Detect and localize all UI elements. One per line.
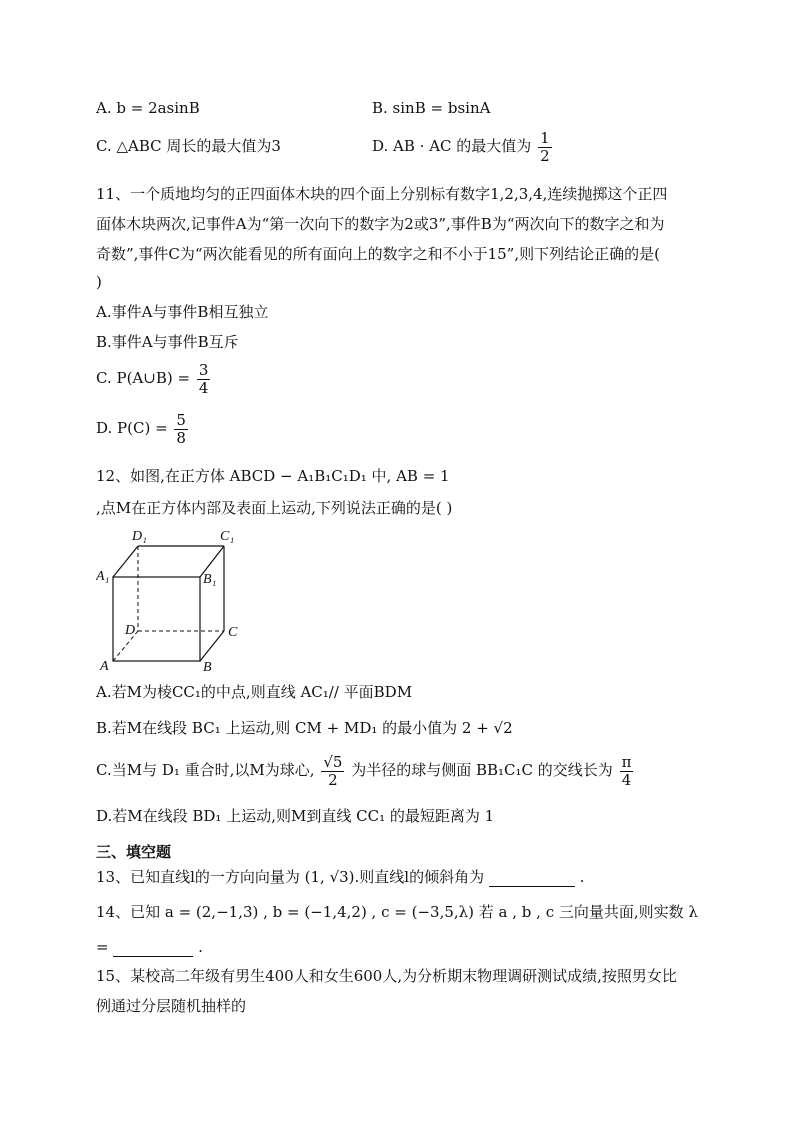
q11-option-d (96, 410, 190, 447)
q11-option-b: B.事件A与事件B互斥 (96, 333, 239, 351)
q11-option-c-text: C. P(A∪B) = (96, 369, 191, 387)
q11-option-c (96, 360, 212, 397)
q13-text: 13、已知直线l的一方向向量为 (1, √3).则直线l的倾斜角为 (96, 868, 485, 886)
q14-answer-blank[interactable] (113, 936, 193, 957)
q14-line1: 14、已知 a = (2,−1,3) , b = (−1,4,2) , c = (−3,5,λ) 若 a , b , c 三向量共面,则实数 λ (96, 903, 698, 921)
fraction-denominator: 2 (540, 146, 550, 165)
q12-option-a: A.若M为棱CC₁的中点,则直线 AC₁// 平面BDM (96, 683, 413, 701)
q10-option-d-text: D. AB · AC 的最大值为 (372, 137, 532, 155)
q11-option-a: A.事件A与事件B相互独立 (96, 303, 269, 321)
q11-stem-line1: 11、一个质地均匀的正四面体木块的四个面上分别标有数字1,2,3,4,连续抛掷这个正四 (96, 185, 668, 203)
q12-option-d: D.若M在线段 BD₁ 上运动,则M到直线 CC₁ 的最短距离为 1 (96, 807, 495, 825)
q14-line2 (96, 936, 203, 957)
fraction-denominator: 2 (328, 770, 338, 789)
q12-option-b: B.若M在线段 BC₁ 上运动,则 CM + MD₁ 的最小值为 2 + √2 (96, 719, 513, 737)
label-c1: C₁ (220, 529, 235, 544)
fraction-numerator: 1 (540, 128, 550, 147)
cube-edge-bc (200, 631, 224, 661)
label-a: A (100, 659, 109, 673)
q11-option-d-text: D. P(C) = (96, 419, 168, 437)
fraction-denominator: 8 (176, 428, 186, 447)
fraction-numerator: 5 (176, 410, 186, 429)
q11-stem-line4: ) (96, 273, 102, 291)
q12-option-c-text1: C.当M与 D₁ 重合时,以M为球心, (96, 761, 315, 779)
q10-option-b: B. sinB = bsinA (372, 99, 491, 117)
label-a1: A₁ (96, 569, 110, 584)
q12-option-c-radius-fraction (321, 754, 344, 789)
q11-stem-line3: 奇数”,事件C为“两次能看见的所有面向上的数字之和不小于15”,则下列结论正确的是( (96, 245, 660, 263)
q12-option-c-length-fraction (620, 754, 634, 789)
q12-option-c-text2: 为半径的球与侧面 BB₁C₁C 的交线长为 (351, 761, 613, 779)
q13 (96, 866, 584, 887)
q13-period: . (579, 868, 585, 886)
q13-answer-blank[interactable] (489, 866, 575, 887)
q12-stem-line2: ,点M在正方体内部及表面上运动,下列说法正确的是( ) (96, 499, 453, 517)
cube-edge-a1d1 (113, 546, 138, 577)
q11-option-c-fraction (197, 362, 211, 397)
fraction-numerator: √5 (323, 752, 343, 771)
cube-figure (96, 528, 256, 673)
q11-stem-line2: 面体木块两次,记事件A为“第一次向下的数字为2或3”,事件B为“两次向下的数字之和为 (96, 215, 665, 233)
q10-option-d-fraction (538, 130, 552, 165)
section-title: 三、填空题 (96, 843, 172, 861)
q10-option-d (372, 128, 554, 165)
label-d1: D₁ (132, 529, 147, 544)
fraction-denominator: 4 (198, 378, 209, 397)
q15-line1: 15、某校高二年级有男生400人和女生600人,为分析期末物理调研测试成绩,按照男女比 (96, 967, 677, 985)
q14-equals: = (96, 938, 109, 956)
q12-stem-line1: 12、如图,在正方体 ABCD − A₁B₁C₁D₁ 中, AB = 1 (96, 467, 450, 485)
q15-line2: 例通过分层随机抽样的 (96, 997, 247, 1015)
fraction-numerator: 3 (198, 360, 209, 379)
q10-option-c: C. △ABC 周长的最大值为3 (96, 137, 281, 155)
q11-option-d-fraction (174, 412, 188, 447)
q14-period: . (198, 938, 203, 956)
fraction-denominator: 4 (621, 770, 632, 789)
label-d: D (125, 623, 136, 638)
q10-option-a: A. b = 2asinB (96, 99, 200, 117)
q12-option-c (96, 752, 635, 789)
fraction-numerator: π (621, 752, 632, 771)
label-b: B (203, 660, 212, 673)
cube-front-face (113, 577, 200, 661)
label-b1: B₁ (203, 572, 217, 587)
label-c: C (228, 625, 238, 640)
